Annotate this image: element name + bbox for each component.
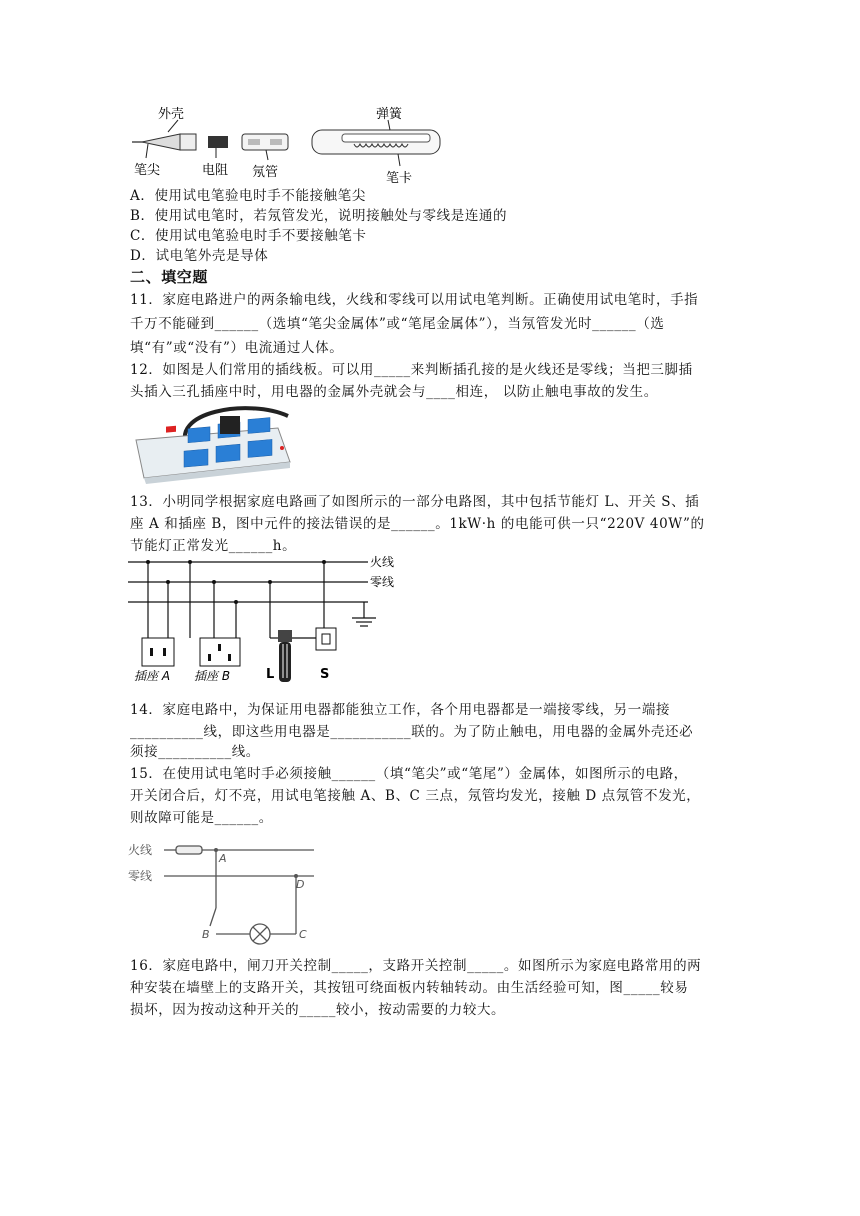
power-strip-figure xyxy=(128,402,298,484)
q13-line-2: 座 A 和插座 B，图中元件的接法错误的是______。1kW·h 的电能可供一只“220V 40W”的 xyxy=(130,516,705,532)
option-d: D．试电笔外壳是导体 xyxy=(130,248,269,264)
q16-line-3: 损坏，因为按动这种开关的_____较小，按动需要的力较大。 xyxy=(130,1002,506,1018)
q11-line-3: 填“有”或“没有”）电流通过人体。 xyxy=(130,340,344,356)
label-neutral-q15: 零线 xyxy=(128,869,153,883)
q13-line-1: 13．小明同学根据家庭电路画了如图所示的一部分电路图，其中包括节能灯 L、开关 S、插 xyxy=(130,494,700,510)
label-switch: S xyxy=(320,667,330,682)
label-neon: 氖管 xyxy=(252,165,279,180)
q12-line-2: 头插入三孔插座中时，用电器的金属外壳就会与____相连， 以防止触电事故的发生。 xyxy=(130,384,658,400)
label-lamp: L xyxy=(266,667,275,682)
option-c: C．使用试电笔验电时手不要接触笔卡 xyxy=(130,228,367,244)
label-clip: 笔卡 xyxy=(386,171,413,186)
label-tip: 笔尖 xyxy=(134,163,161,178)
q14-line-1: 14．家庭电路中，为保证用电器都能独立工作，各个用电器都是一端接零线，另一端接 xyxy=(130,702,671,718)
q15-line-1: 15．在使用试电笔时手必须接触______（填“笔尖”或“笔尾”）金属体，如图所示的电路， xyxy=(130,766,688,782)
q15-line-3: 则故障可能是______。 xyxy=(130,810,273,826)
q14-line-2: __________线，即这些用电器是___________联的。为了防止触电，用电器的金属外壳还必 xyxy=(130,724,694,740)
q15-line-2: 开关闭合后，灯不亮，用试电笔接触 A、B、C 三点，氖管均发光，接触 D 点氖管不发光， xyxy=(130,788,701,804)
q14-line-3: 须接__________线。 xyxy=(130,744,260,760)
q12-line-1: 12．如图是人们常用的插线板。可以用_____来判断插孔接的是火线还是零线；当把三脚插 xyxy=(130,362,693,378)
label-live-q13: 火线 xyxy=(370,555,395,569)
circuit-figure-q15 xyxy=(128,838,318,948)
label-live-q15: 火线 xyxy=(128,843,153,857)
label-a: A xyxy=(219,852,227,865)
q16-line-1: 16．家庭电路中，闸刀开关控制_____，支路开关控制_____。如图所示为家庭电路常用的两 xyxy=(130,958,702,974)
q11-line-1: 11．家庭电路进户的两条输电线，火线和零线可以用试电笔判断。正确使用试电笔时，手指 xyxy=(130,292,699,308)
label-shell: 外壳 xyxy=(158,107,185,122)
label-c: C xyxy=(299,928,307,941)
q13-line-3: 节能灯正常发光______h。 xyxy=(130,538,297,554)
q11-line-2: 千万不能碰到______（选填“笔尖金属体”或“笔尾金属体”），当氖管发光时______（选 xyxy=(130,316,665,332)
label-d: D xyxy=(296,878,305,891)
test-pen-figure xyxy=(128,104,448,188)
option-a: A．使用试电笔验电时手不能接触笔尖 xyxy=(130,188,366,204)
label-socket-a: 插座 A xyxy=(134,669,171,683)
section-title: 二、填空题 xyxy=(130,268,209,286)
label-b: B xyxy=(202,928,210,941)
q16-line-2: 种安装在墙壁上的支路开关，其按钮可绕面板内转轴转动。由生活经验可知，图_____较易 xyxy=(130,980,689,996)
option-b: B．使用试电笔时，若氖管发光，说明接触处与零线是连通的 xyxy=(130,208,508,224)
label-neutral-q13: 零线 xyxy=(370,575,395,589)
label-resistor: 电阻 xyxy=(202,163,229,178)
label-spring: 弹簧 xyxy=(376,107,403,122)
label-socket-b: 插座 B xyxy=(194,669,231,683)
circuit-figure-q13 xyxy=(128,554,418,688)
